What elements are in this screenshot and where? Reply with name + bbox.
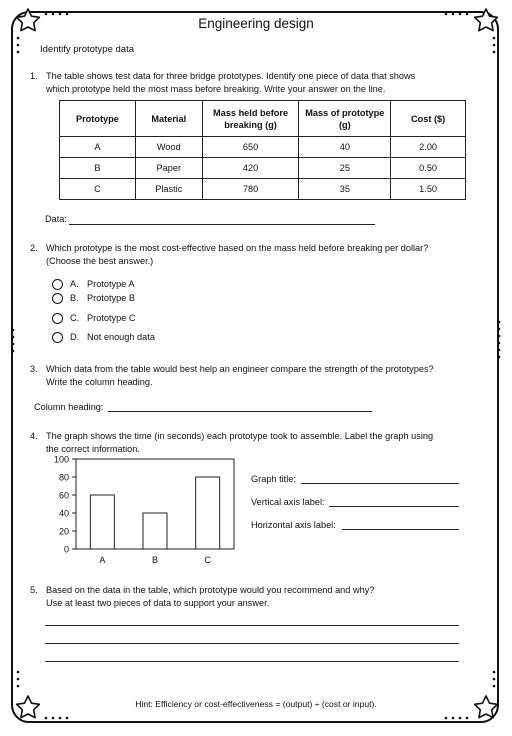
option-letter: C. <box>70 313 80 323</box>
column-header: Mass of prototype (g) <box>299 101 391 137</box>
data-answer-label: Data: <box>45 214 67 224</box>
horizontal-axis-line[interactable] <box>342 529 459 530</box>
radio-circle[interactable] <box>52 313 63 324</box>
page-subtitle: Identify prototype data <box>40 44 135 55</box>
question-number: 1. <box>30 71 38 81</box>
question-number: 2. <box>30 243 38 253</box>
column-header: Cost ($) <box>391 101 466 137</box>
column-header: Mass held before breaking (g) <box>202 101 299 137</box>
page-title: Engineering design <box>198 16 314 31</box>
question-text-line: The table shows test data for three bridge prototypes. Identify one piece of data that shows <box>46 71 416 81</box>
question-text-line: Use at least two pieces of data to support your answer. <box>46 598 270 608</box>
question-text-line: Which data from the table would best help an engineer compare the strength of the prototypes? <box>46 364 434 374</box>
radio-circle[interactable] <box>52 279 63 290</box>
table-cell: 35 <box>299 179 391 200</box>
table-cell: 650 <box>202 137 299 158</box>
graph-title-line[interactable] <box>301 483 459 484</box>
horizontal-axis-label: Horizontal axis label: <box>251 520 336 530</box>
vertical-axis-line[interactable] <box>329 506 459 507</box>
y-tick-label: 80 <box>58 472 69 483</box>
y-tick-label: 40 <box>58 508 69 519</box>
question-text-line: (Choose the best answer.) <box>46 256 154 266</box>
hint-text: Hint: Efficiency or cost-effectiveness = (output) ÷ (cost or input). <box>135 699 377 709</box>
option-letter: A. <box>70 279 79 289</box>
option-text: Prototype B <box>87 293 136 303</box>
table-cell: 2.00 <box>391 137 466 158</box>
radio-circle[interactable] <box>52 332 63 343</box>
data-answer-line[interactable] <box>69 224 375 225</box>
y-tick-label: 100 <box>53 454 69 465</box>
vertical-axis-label: Vertical axis label: <box>251 497 325 507</box>
radio-circle[interactable] <box>52 293 63 304</box>
option-text: Prototype C <box>87 313 136 323</box>
x-tick-label: B <box>151 555 159 565</box>
question-text-line: which prototype held the most mass before breaking. Write your answer on the line. <box>46 84 386 94</box>
table-row <box>60 179 466 200</box>
table-cell: 780 <box>202 179 299 200</box>
table-cell: 1.50 <box>391 179 466 200</box>
table-cell: B <box>60 158 136 179</box>
table-header-row <box>60 101 466 137</box>
question-text-line: Which prototype is the most cost-effective based on the mass held before breaking per dollar? <box>46 243 429 253</box>
column-heading-line[interactable] <box>108 411 372 412</box>
question-number: 5. <box>30 585 38 595</box>
option-text: Not enough data <box>87 332 155 342</box>
option-letter: B. <box>70 293 79 303</box>
answer-line[interactable] <box>45 661 459 662</box>
x-tick-label: C <box>204 555 211 565</box>
table-cell: C <box>60 179 136 200</box>
table-cell: Wood <box>135 137 202 158</box>
prototype-data-table <box>59 100 466 200</box>
table-cell: Paper <box>135 158 202 179</box>
question-text-line: Based on the data in the table, which prototype would you recommend and why? <box>46 585 375 595</box>
question-text-line: the correct information. <box>46 444 140 454</box>
answer-line[interactable] <box>45 643 459 644</box>
table-cell: 40 <box>299 137 391 158</box>
table-cell: 25 <box>299 158 391 179</box>
answer-line[interactable] <box>45 625 459 626</box>
question-number: 4. <box>30 431 38 441</box>
table-row <box>60 137 466 158</box>
y-tick-label: 60 <box>58 490 69 501</box>
graph-title-label: Graph title: <box>251 474 296 484</box>
question-text-line: Write the column heading. <box>46 377 153 387</box>
column-heading-label: Column heading: <box>34 402 104 412</box>
table-cell: A <box>60 137 136 158</box>
option-text: Prototype A <box>87 279 135 289</box>
y-tick-label: 0 <box>63 544 69 555</box>
table-cell: 420 <box>202 158 299 179</box>
option-letter: D. <box>70 332 80 342</box>
bar-A <box>90 495 114 549</box>
column-header: Prototype <box>60 101 136 137</box>
assembly-time-bar-chart <box>40 452 240 572</box>
column-header: Material <box>135 101 202 137</box>
table-cell: 0.50 <box>391 158 466 179</box>
x-tick-label: A <box>99 555 106 565</box>
table-cell: Plastic <box>135 179 202 200</box>
bar-C <box>196 477 220 549</box>
y-tick-label: 20 <box>58 526 69 537</box>
table-row <box>60 158 466 179</box>
question-text-line: The graph shows the time (in seconds) each prototype took to assemble. Label the graph using <box>46 431 434 441</box>
bar-B <box>143 513 167 549</box>
question-number: 3. <box>30 364 38 374</box>
